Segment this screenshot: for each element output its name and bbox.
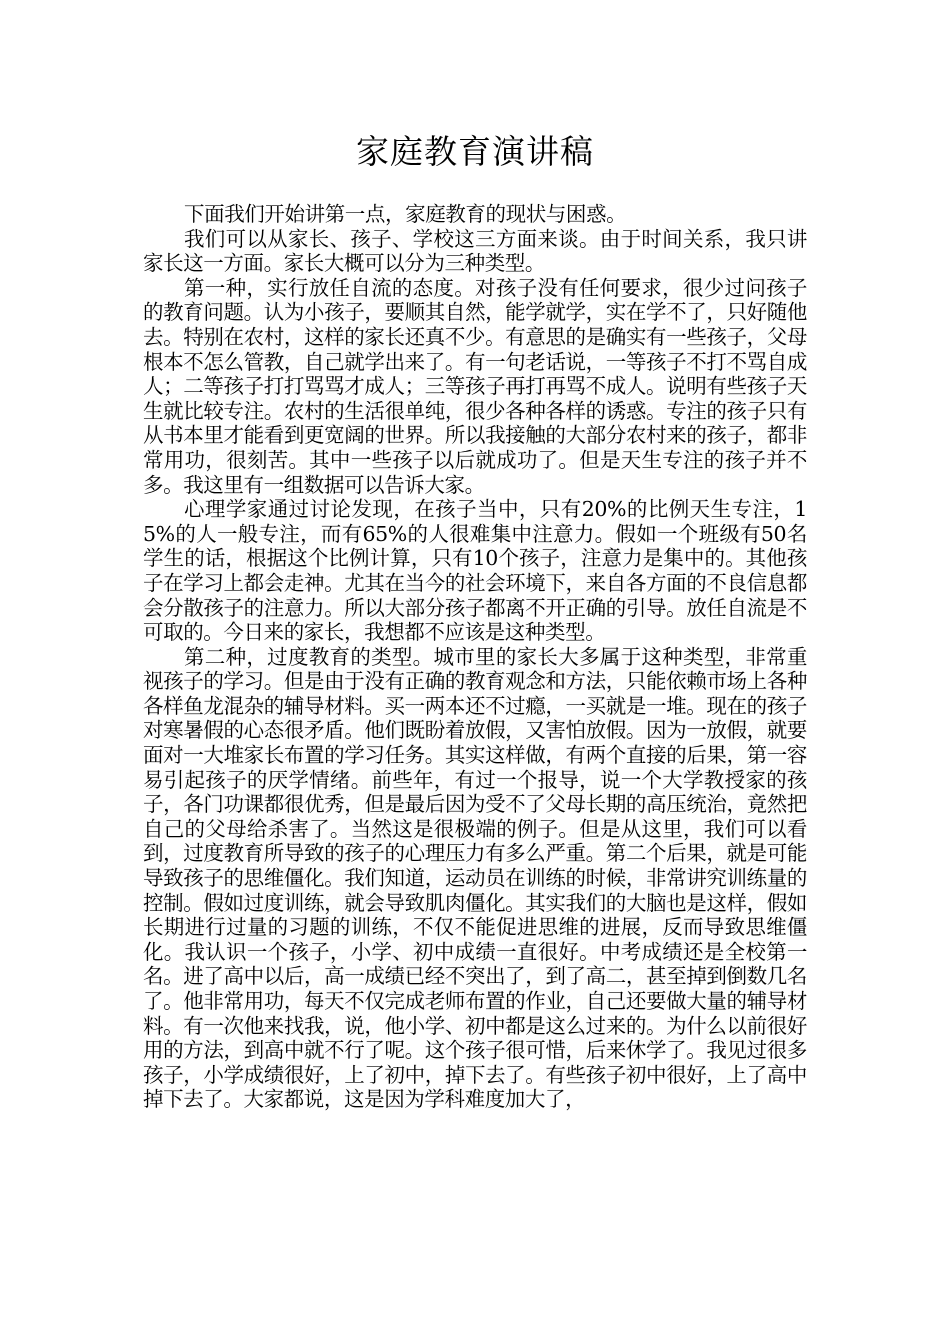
document-title: 家庭教育演讲稿 [356,132,594,171]
document-body [143,202,807,1112]
paragraph-2: 我们可以从家长、孩子、学校这三方面来谈。由于时间关系，我只讲家长这一方面。家长大概可以分为三种类型。 [143,226,807,276]
paragraph-3: 第一种，实行放任自流的态度。对孩子没有任何要求，很少过问孩子的教育问题。认为小孩子，要顺其自然，能学就学，实在学不了，只好随他去。特别在农村，这样的家长还真不少。有意思的是确实有一些孩子，父母根本不怎么管教，自己就学出来了。有一句老话说，一等孩子不打不骂自成人；二等孩子打打骂骂才成人；三等孩子再打再骂不成人。说明有些孩子天生就比较专注。农村的生活很单纯，很少各种各样的诱惑。专注的孩子只有从书本里才能看到更宽阔的世界。所以我接触的大部分农村来的孩子，都非常用功，很刻苦。其中一些孩子以后就成功了。但是天生专注的孩子并不多。我这里有一组数据可以告诉大家。 [143,275,807,497]
document-page [143,128,807,1112]
paragraph-5: 第二种，过度教育的类型。城市里的家长大多属于这种类型，非常重视孩子的学习。但是由于没有正确的教育观念和方法，只能依赖市场上各种各样鱼龙混杂的辅导材料。买一两本还不过瘾，一买就是一堆。现在的孩子对寒暑假的心态很矛盾。他们既盼着放假，又害怕放假。因为一放假，就要面对一大堆家长布置的学习任务。其实这样做，有两个直接的后果，第一容易引起孩子的厌学情绪。前些年，有过一个报导，说一个大学教授家的孩子，各门功课都很优秀，但是最后因为受不了父母长期的高压统治，竟然把自己的父母给杀害了。当然这是很极端的例子。但是从这里，我们可以看到，过度教育所导致的孩子的心理压力有多么严重。第二个后果，就是可能导致孩子的思维僵化。我们知道，运动员在训练的时候，非常讲究训练量的控制。假如过度训练，就会导致肌肉僵化。其实我们的大脑也是这样，假如长期进行过量的习题的训练，不仅不能促进思维的进展，反而导致思维僵化。我认识一个孩子，小学、初中成绩一直很好。中考成绩还是全校第一名。进了高中以后，高一成绩已经不突出了，到了高二，甚至掉到倒数几名了。他非常用功，每天不仅完成老师布置的作业，自己还要做大量的辅导材料。有一次他来找我，说，他小学、初中都是这么过来的。为什么以前很好用的方法，到高中就不行了呢。这个孩子很可惜，后来休学了。我见过很多孩子，小学成绩很好，上了初中，掉下去了。有些孩子初中很好，上了高中掉下去了。大家都说，这是因为学科难度加大了， [143,644,807,1112]
paragraph-1: 下面我们开始讲第一点，家庭教育的现状与困惑。 [184,202,627,226]
paragraph-4: 心理学家通过讨论发现，在孩子当中，只有20%的比例天生专注，15%的人一般专注，而有65%的人很难集中注意力。假如一个班级有50名学生的话，根据这个比例计算，只有10个孩子，注意力是集中的。其他孩子在学习上都会走神。尤其在当今的社会环境下，来自各方面的不良信息都会分散孩子的注意力。所以大部分孩子都离不开正确的引导。放任自流是不可取的。今日来的家长，我想都不应该是这种类型。 [143,497,807,645]
